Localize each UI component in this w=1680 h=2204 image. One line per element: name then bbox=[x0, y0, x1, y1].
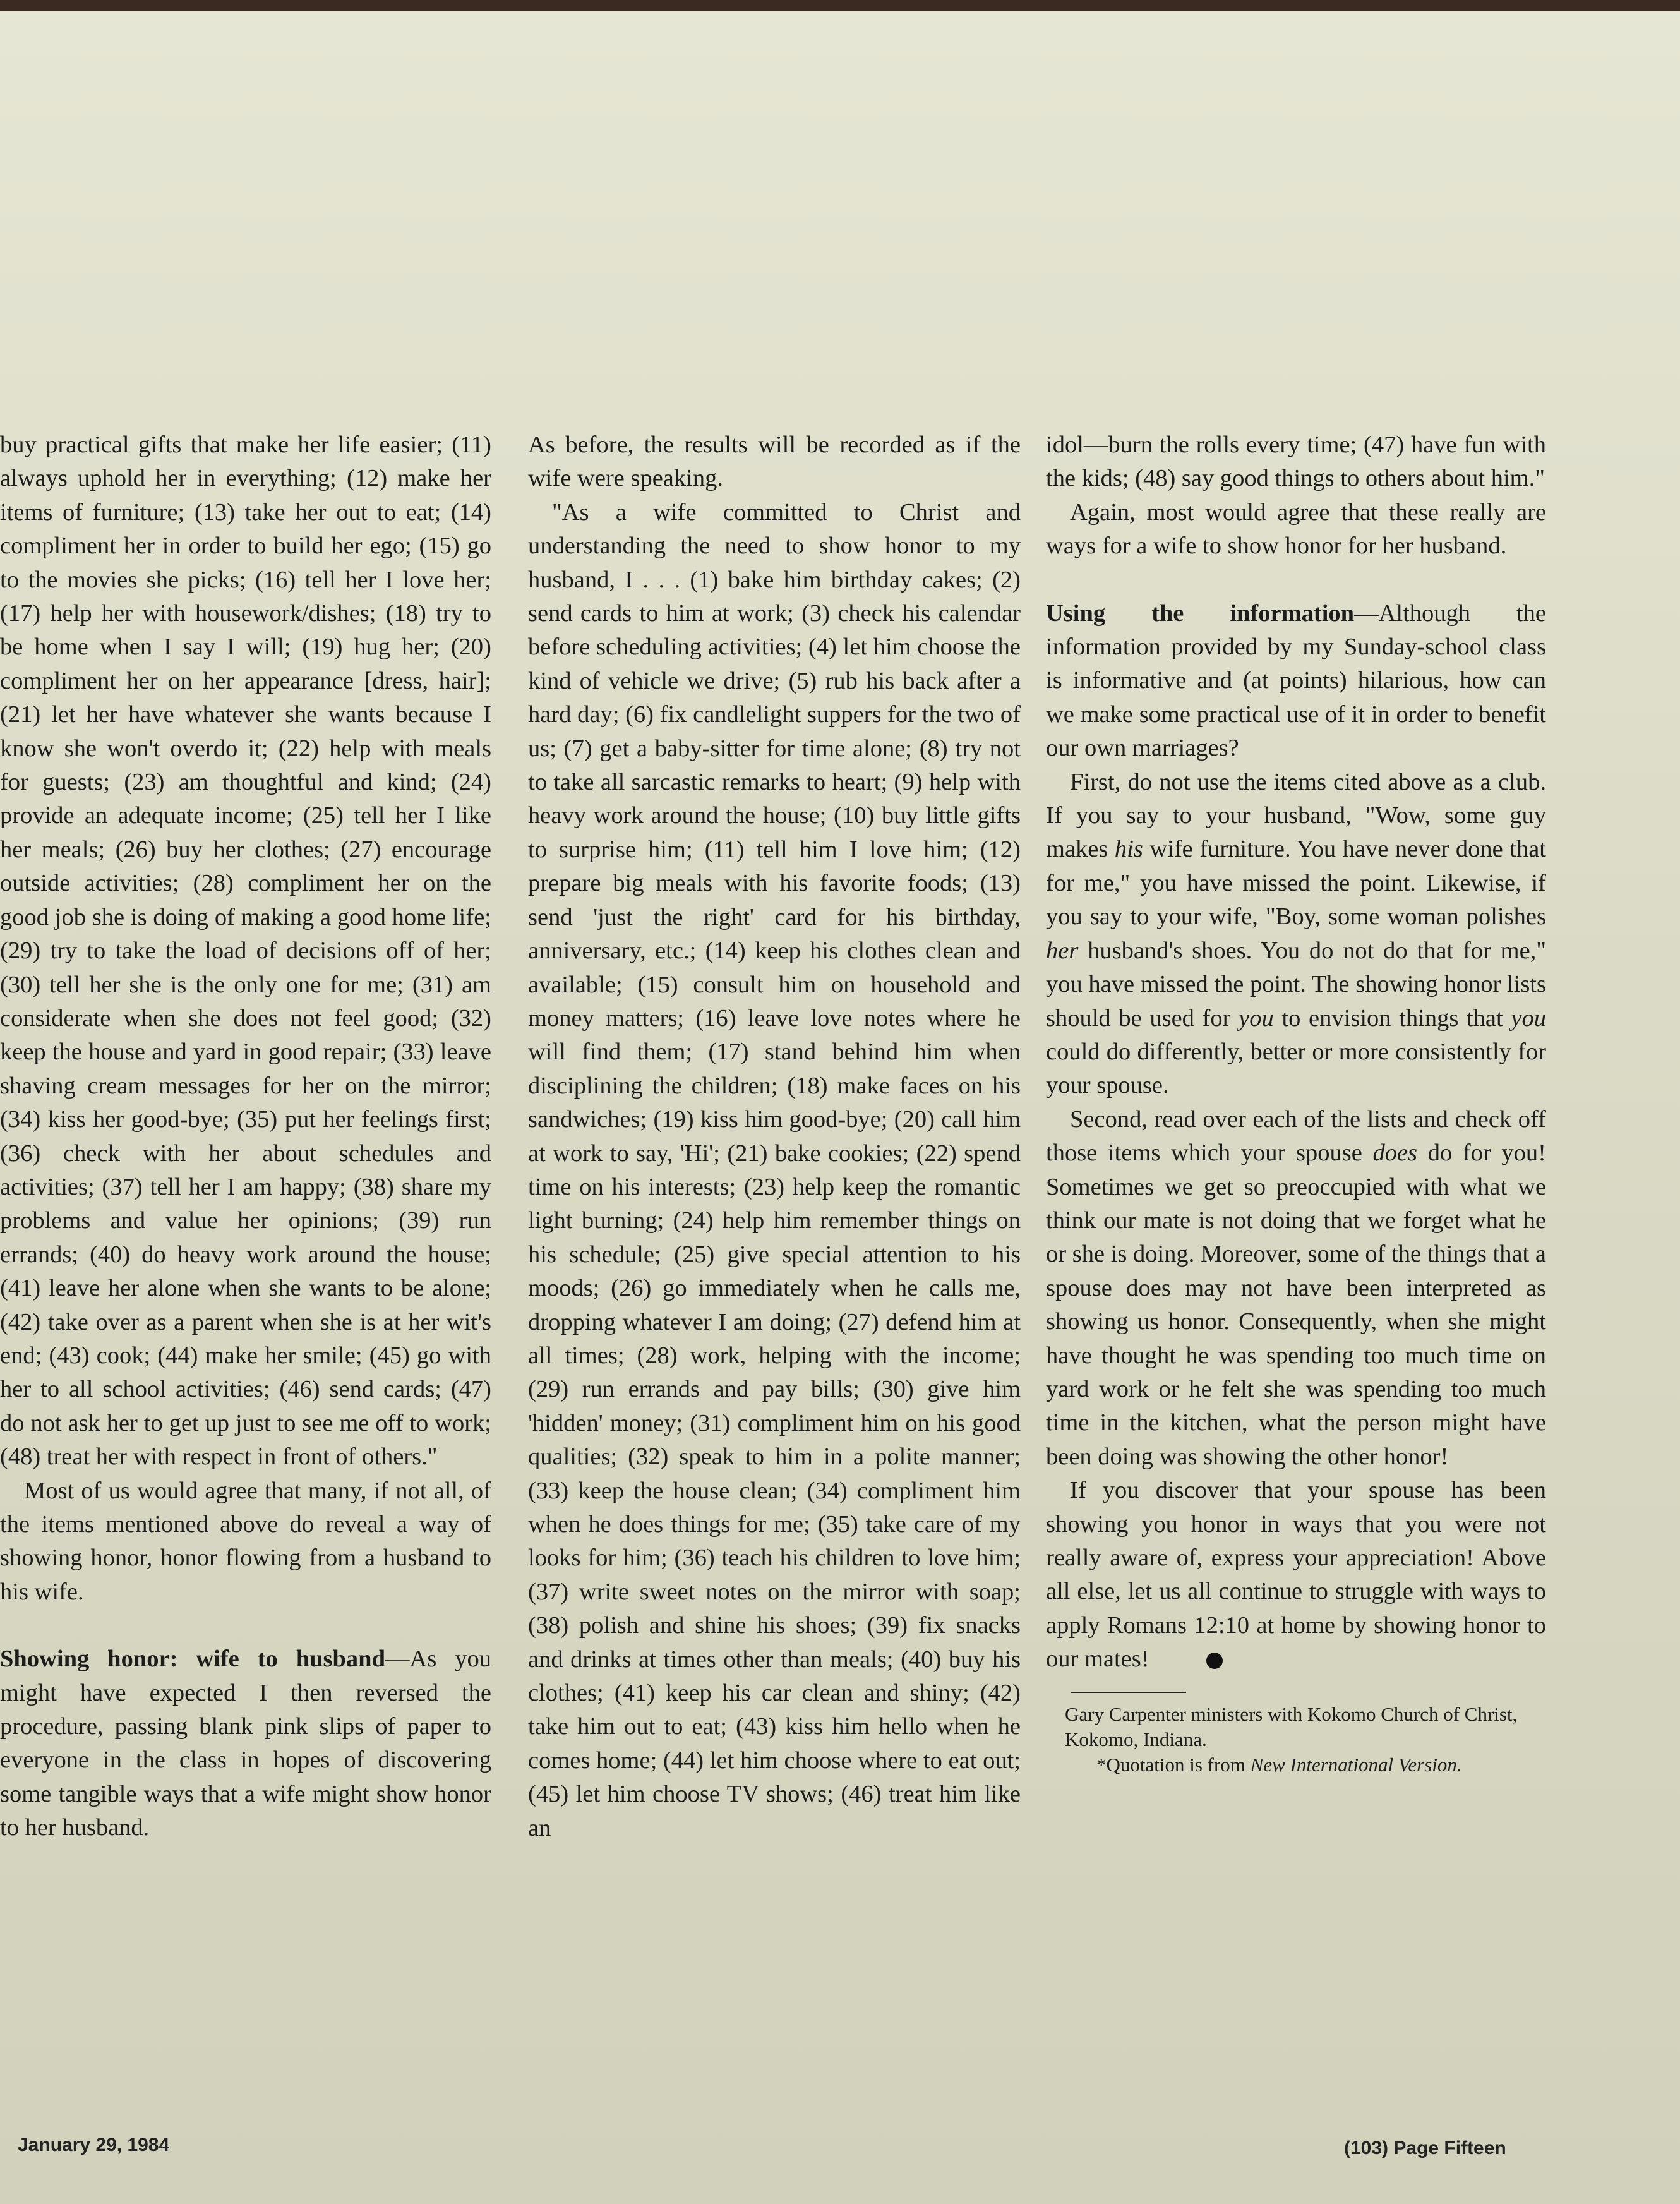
section-intro: —As you might have expected I then reversed the procedure, passing blank pink slips of paper to everyone in the class in hopes of discovering some tangible ways that a wife might show honor to her husband. bbox=[0, 1646, 491, 1841]
husband-list-text: buy practical gifts that make her life easier; (11) always uphold her in everything; (12) make her items of furniture; (13) take her out to eat; (14) compliment her in order to build her ego; (15) go to the movies she picks; (16) tell her I love her; (17) help her with housework/dishes; (18) try to be home when I say I will; (19) hug her; (20) compliment her on her appearance [dress, hair]; (21) let her have whatever she wants because I know she won't overdo it; (22) help with meals for guests; (23) am thoughtful and kind; (24) provide an adequate income; (25) tell her I like her meals; (26) buy her clothes; (27) encourage outside activities; (28) compliment her on the good job she is doing of making a good home life; (29) try to take the load of decisions off of her; (30) tell her she is the only one for me; (31) am considerate when she does not feel good; (32) keep the house and yard in good repair; (33) leave shaving cream messages for her on the mirror; (34) kiss her good-bye; (35) put her feelings first; (36) check with her about schedules and activities; (37) tell her I am happy; (38) share my problems and value her opinions; (39) run errands; (40) do heavy work around the house; (41) leave her alone when she wants to be alone; (42) take over as a parent when she is at her wit's end; (43) cook; (44) make her smile; (45) go with her to all school activities; (46) send cards; (47) do not ask her to get up just to see me off to work; (48) treat her with respect in front of others." bbox=[0, 431, 491, 1471]
author-bio: Gary Carpenter ministers with Kokomo Church of Christ, Kokomo, Indiana. bbox=[1065, 1702, 1518, 1750]
column-left bbox=[0, 428, 491, 1845]
second-paragraph: Second, read over each of the lists and check off those items which your spouse does do for you! Sometimes we get so preoccupied with what we think our mate is not doing that we forget what he or she is doing. Moreover, some of the things that a spouse does may not have been interpreted as showing us honor. Consequently, when she might have thought he was spending too much time on yard work or he felt she was spending too much time in the kitchen, what the person might have been doing was showing the other honor! bbox=[1046, 1105, 1547, 1470]
bio-divider bbox=[1071, 1692, 1186, 1693]
summary-paragraph: Most of us would agree that many, if not all, of the items mentioned above do reveal a way of showing honor, honor flowing from a husband to his wife. bbox=[0, 1477, 491, 1605]
page-number: (103) Page Fifteen bbox=[1344, 2138, 1506, 2159]
intro-paragraph: As before, the results will be recorded as if the wife were speaking. bbox=[528, 431, 1021, 492]
section-intro: —Although the information provided by my Sunday-school class is informative and (at points) hilarious, how can we make some practical use of it in order to benefit our own marriages? bbox=[1046, 599, 1547, 762]
first-paragraph: First, do not use the items cited above as a club. If you say to your husband, "Wow, some guy makes his wife furniture. You have never done that for me," you have missed the point. Likewise, if you say to your wife, "Boy, some woman polishes her husband's shoes. You do not do that for me," you have missed the point. The showing honor lists should be used for you to envision things that you could do differently, better or more consistently for your spouse. bbox=[1046, 768, 1546, 1099]
section-wife-to-husband bbox=[0, 1642, 491, 1845]
quotation-note: *Quotation is from New International Version. bbox=[1096, 1753, 1462, 1776]
section-heading: Using the information bbox=[1046, 599, 1355, 627]
section-heading: Showing honor: wife to husband bbox=[0, 1646, 386, 1673]
column-middle bbox=[528, 428, 1021, 1845]
closing-paragraph: If you discover that your spouse has been showing you honor in ways that you were not really aware of, express your appreciation! Above all else, let us all continue to struggle with ways to apply Romans 12:10 at home by showing honor to our mates! bbox=[1046, 1477, 1546, 1673]
wife-list-end: idol—burn the rolls every time; (47) have fun with the kids; (48) say good things to others about him." bbox=[1046, 431, 1546, 492]
again-paragraph: Again, most would agree that these really are ways for a wife to show honor for her husband. bbox=[1046, 498, 1546, 560]
issue-date: January 29, 1984 bbox=[18, 2135, 170, 2155]
scan-edge bbox=[0, 0, 1680, 11]
end-mark-icon bbox=[1206, 1653, 1223, 1669]
column-right bbox=[1046, 428, 1546, 1778]
section-using-info bbox=[1046, 597, 1546, 766]
wife-list-text: "As a wife committed to Christ and understanding the need to show honor to my husband, I . . . (1) bake him birthday cakes; (2) send cards to him at work; (3) check his calendar before scheduling activities; (4) let him choose the kind of vehicle we drive; (5) rub his back after a hard day; (6) fix candlelight suppers for the two of us; (7) get a baby-sitter for time alone; (8) try not to take all sarcastic remarks to heart; (9) help with heavy work around the house; (10) buy little gifts to surprise him; (11) tell him I love him; (12) prepare big meals with his favorite foods; (13) send 'just the right' card for his birthday, anniversary, etc.; (14) keep his clothes clean and available; (15) consult him on household and money matters; (16) leave love notes where he will find them; (17) stand behind him when disciplining the children; (18) make faces on his sandwiches; (19) kiss him good-bye; (20) call him at work to say, 'Hi'; (21) bake cookies; (22) spend time on his interests; (23) help keep the romantic light burning; (24) help him remember things on his schedule; (25) give special attention to his moods; (26) go immediately when he calls me, dropping whatever I am doing; (27) defend him at all times; (28) work, helping with the income; (29) run errands and pay bills; (30) give him 'hidden' money; (31) compliment him on his good qualities; (32) speak to him in a polite manner; (33) keep the house clean; (34) compliment him when he does things for me; (35) take care of my looks for him; (36) teach his children to love him; (37) write sweet notes on the mirror with soap; (38) polish and shine his shoes; (39) fix snacks and drinks at times other than meals; (40) buy his clothes; (41) keep his car clean and shiny; (42) take him out to eat; (43) kiss him hello when he comes home; (44) let him choose where to eat out; (45) let him choose TV shows; (46) treat him like an bbox=[528, 498, 1021, 1841]
